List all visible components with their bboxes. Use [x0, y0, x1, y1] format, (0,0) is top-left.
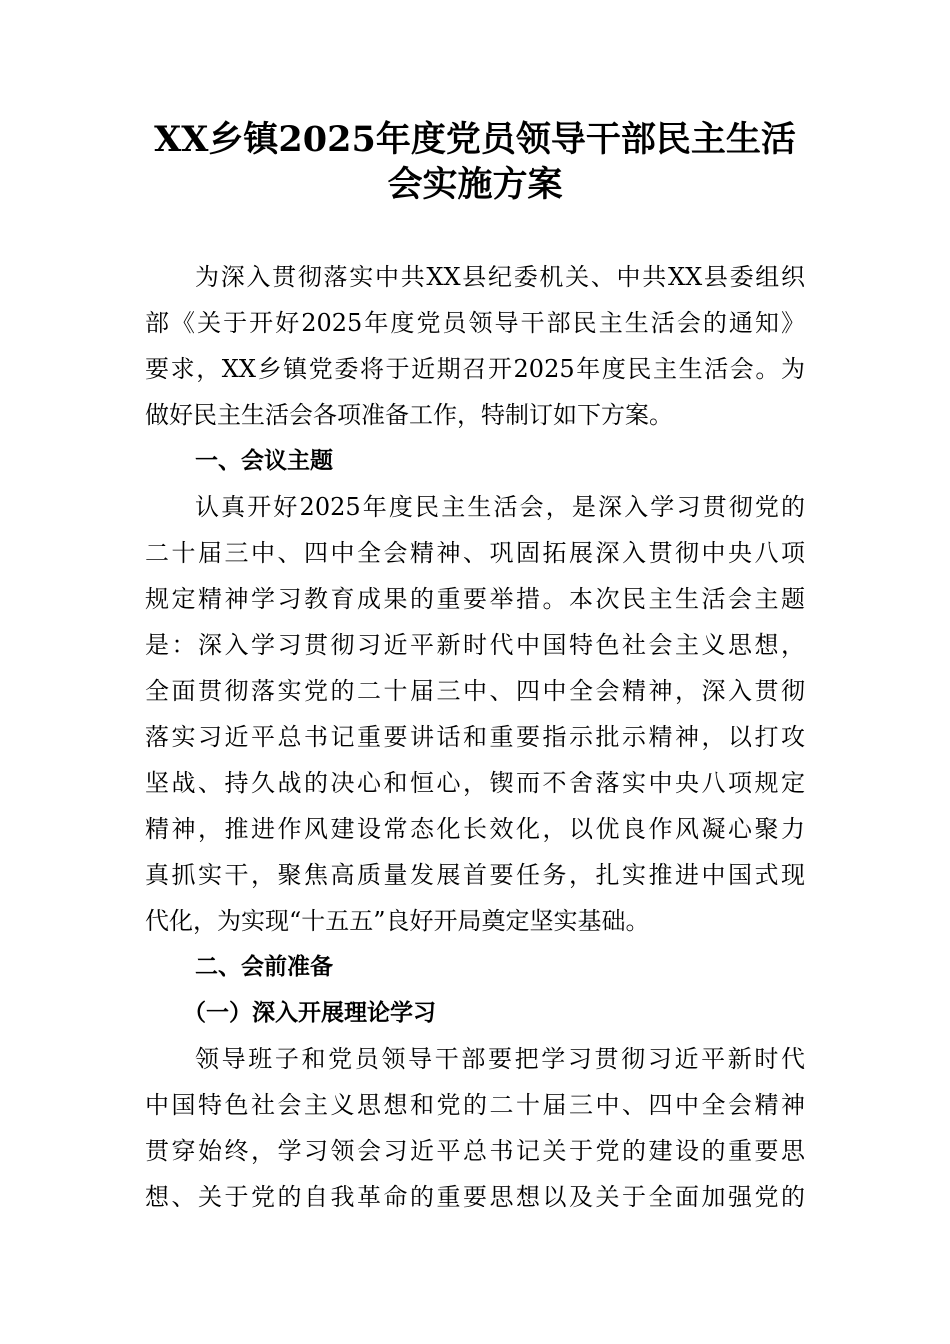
paragraph-line: 二十届三中、四中全会精神、巩固拓展深入贯彻中央八项: [145, 539, 805, 567]
paragraph-line: 坚战、持久战的决心和恒心，锲而不舍落实中央八项规定: [145, 769, 805, 797]
paragraph-line: 认真开好2025年度民主生活会，是深入学习贯彻党的: [195, 493, 805, 521]
paragraph-line: 想、关于党的自我革命的重要思想以及关于全面加强党的: [145, 1183, 805, 1211]
paragraph-line: 代化，为实现“十五五”良好开局奠定坚实基础。: [145, 907, 650, 935]
subsection-heading: （一）深入开展理论学习: [183, 1000, 436, 1026]
paragraph-line: 全面贯彻落实党的二十届三中、四中全会精神，深入贯彻: [145, 677, 805, 705]
section-heading-2: 二、会前准备: [195, 954, 333, 980]
intro-line: 为深入贯彻落实中共XX县纪委机关、中共XX县委组织: [195, 263, 805, 291]
intro-line: 做好民主生活会各项准备工作，特制订如下方案。: [145, 401, 673, 429]
paragraph-line: 领导班子和党员领导干部要把学习贯彻习近平新时代: [195, 1045, 805, 1073]
document-body: [145, 254, 805, 1220]
section-heading-1: 一、会议主题: [195, 448, 333, 474]
paragraph-line: 精神，推进作风建设常态化长效化，以优良作风凝心聚力: [145, 815, 805, 843]
intro-line: 部《关于开好2025年度党员领导干部民主生活会的通知》: [145, 309, 805, 337]
paragraph-line: 中国特色社会主义思想和党的二十届三中、四中全会精神: [145, 1091, 805, 1119]
paragraph-line: 真抓实干，聚焦高质量发展首要任务，扎实推进中国式现: [145, 861, 805, 889]
document-title-line-2: 会实施方案: [387, 164, 563, 205]
paragraph-line: 贯穿始终，学习领会习近平总书记关于党的建设的重要思: [145, 1137, 805, 1165]
paragraph-line: 是：深入学习贯彻习近平新时代中国特色社会主义思想，: [145, 631, 805, 659]
document-title-line-1: XX乡镇2025年度党员领导干部民主生活: [154, 119, 796, 160]
paragraph-line: 规定精神学习教育成果的重要举措。本次民主生活会主题: [145, 585, 805, 613]
intro-line: 要求，XX乡镇党委将于近期召开2025年度民主生活会。为: [145, 355, 805, 383]
paragraph-line: 落实习近平总书记重要讲话和重要指示批示精神，以打攻: [145, 723, 805, 751]
